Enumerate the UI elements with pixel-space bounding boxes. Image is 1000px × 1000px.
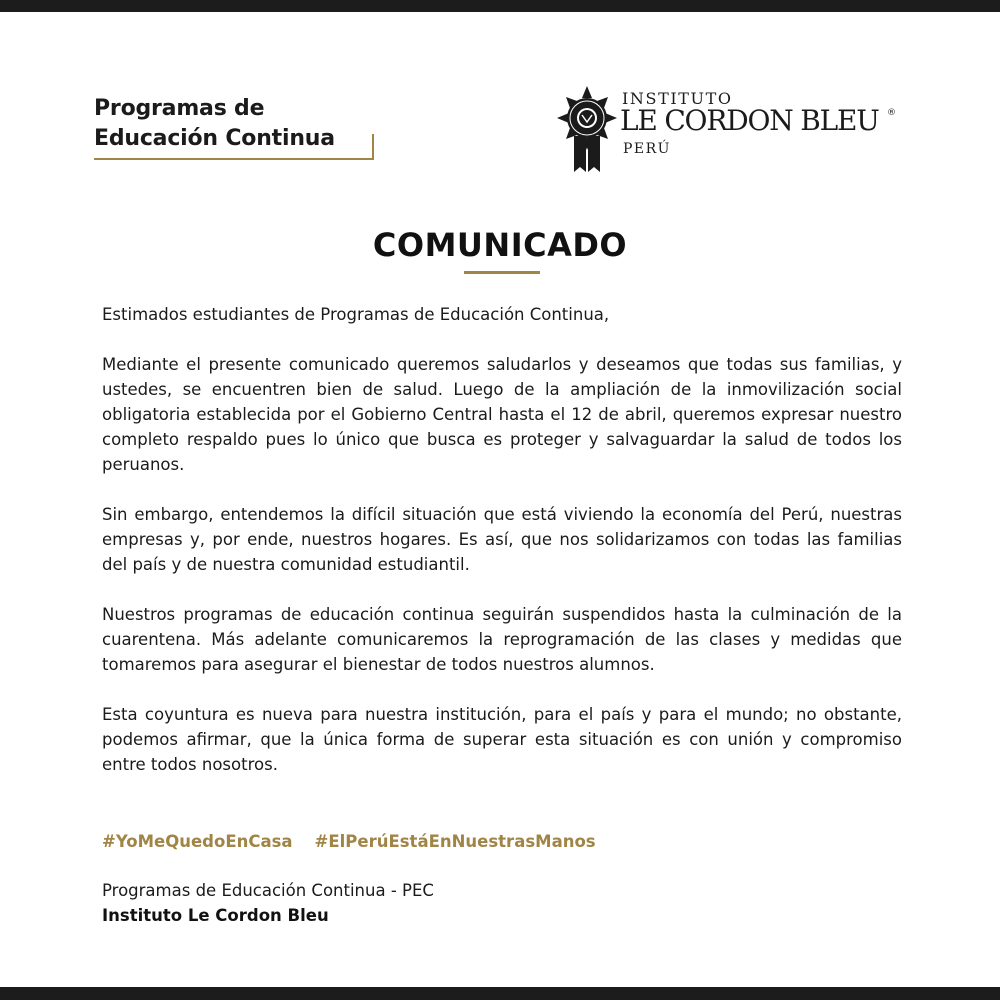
title-bracket xyxy=(94,134,374,160)
le-cordon-bleu-logo xyxy=(556,84,901,176)
hashtag: #ElPerúEstáEnNuestrasManos xyxy=(314,832,596,851)
hashtags xyxy=(102,829,596,854)
bottom-band xyxy=(0,987,1000,1000)
paragraph: Sin embargo, entendemos la difícil situación que está viviendo la economía del Perú, nuestras empresas y, por ende, nuestros hogares. Es así, que nos solidarizamos con todas las familias del país y de nuestra comunidad estudiantil. xyxy=(102,505,902,574)
signature-institute: Instituto Le Cordon Bleu xyxy=(102,906,329,925)
heading-underline xyxy=(464,271,540,274)
greeting: Estimados estudiantes de Programas de Educación Continua, xyxy=(102,305,610,324)
logo-instituto-text: INSTITUTO xyxy=(622,89,733,108)
signature-program: Programas de Educación Continua - PEC xyxy=(102,881,434,900)
page-heading: COMUNICADO xyxy=(372,226,628,264)
top-band xyxy=(0,0,1000,12)
signature xyxy=(102,878,434,928)
letter-body xyxy=(102,302,902,802)
hashtag: #YoMeQuedoEnCasa xyxy=(102,832,293,851)
logo-registered-mark: ® xyxy=(887,108,896,118)
cordon-bleu-crest-icon xyxy=(556,84,618,176)
logo-name-text: LE CORDON BLEU xyxy=(620,104,879,137)
paragraph: Nuestros programas de educación continua seguirán suspendidos hasta la culminación de la cuarentena. Más adelante comunicaremos la reprogramación de las clases y medidas que tomaremos para asegurar el bienestar de todos nuestros alumnos. xyxy=(102,605,902,674)
paragraph: Esta coyuntura es nueva para nuestra institución, para el país y para el mundo; no obstante, podemos afirmar, que la única forma de superar esta situación es con unión y compromiso entre todos nosotros. xyxy=(102,705,902,774)
program-title-line1: Programas de xyxy=(94,96,265,121)
program-title-line2: Educación Continua xyxy=(94,126,335,151)
logo-country-text: PERÚ xyxy=(623,141,671,157)
paragraph: Mediante el presente comunicado queremos saludarlos y deseamos que todas sus familias, y ustedes, se encuentren bien de salud. Luego de la ampliación de la inmovilización social obligatoria establecida por el Gobierno Central hasta el 12 de abril, queremos expresar nuestro completo respaldo pues lo único que busca es proteger y salvaguardar la salud de todos los peruanos. xyxy=(102,355,902,474)
